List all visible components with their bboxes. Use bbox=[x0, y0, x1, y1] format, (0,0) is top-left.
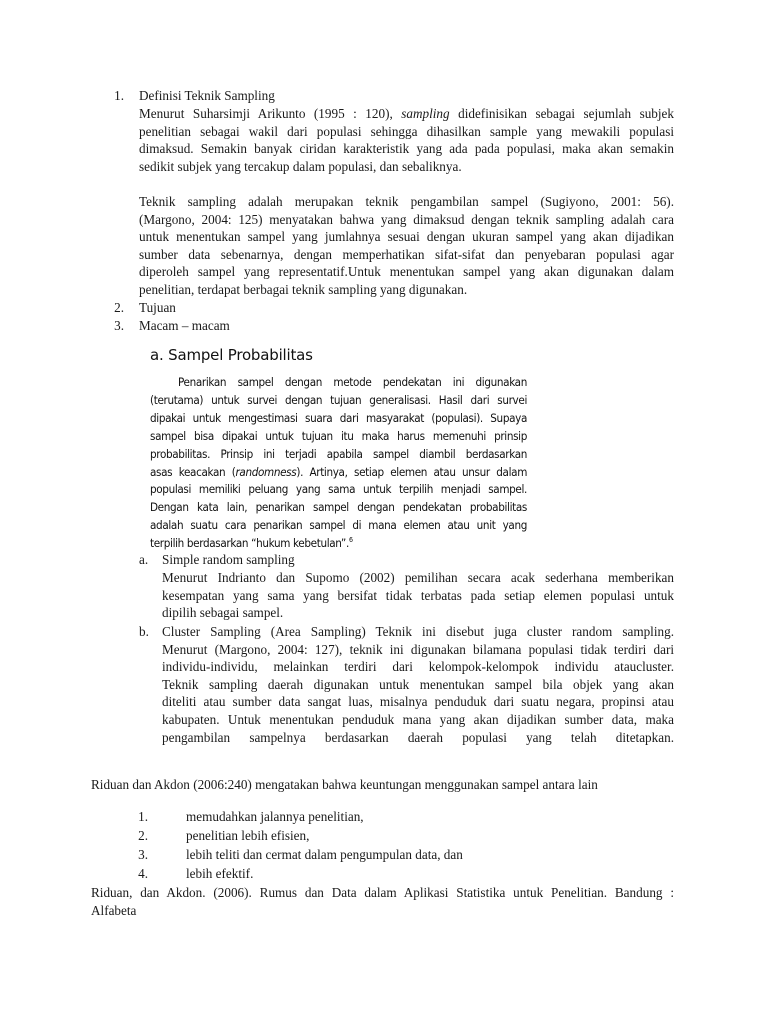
paragraph-line: sumber data sebenarnya, dengan memperhatikan sifat-sifat dan penyebaran populasi agar bbox=[139, 246, 674, 262]
list-number: 1. bbox=[138, 809, 148, 824]
scanned-excerpt bbox=[150, 374, 527, 553]
paragraph-line: dimaksud. Semakin banyak ciridan karakteristik yang ada pada populasi, maka akan semakin bbox=[139, 141, 674, 157]
scan-line: sampel bisa dipakai untuk tujuan itu maka harus memenuhi prinsip bbox=[150, 428, 527, 443]
paragraph-line: penelitian sebagai wakil dari populasi sehingga dihasilkan sample yang mewakili populasi bbox=[139, 123, 674, 139]
list-number: 1. bbox=[114, 88, 124, 103]
list-number: 3. bbox=[114, 318, 124, 333]
section-title: Tujuan bbox=[139, 300, 176, 315]
list-number: 3. bbox=[138, 847, 148, 862]
section-title: Macam – macam bbox=[139, 318, 230, 333]
paragraph-line: kabupaten. Untuk menentukan penduduk mana yang akan dijadikan sumber data, maka bbox=[162, 711, 674, 727]
footnote-marker: 6 bbox=[348, 536, 353, 545]
paragraph-line: Teknik sampling daerah digunakan untuk menentukan sampel bila objek yang akan bbox=[162, 676, 674, 692]
scan-line: Dengan kata lain, penarikan sampel dengan pendekatan probabilitas bbox=[150, 500, 527, 515]
list-number: 2. bbox=[138, 828, 148, 843]
scan-line: Penarikan sampel dengan metode pendekatan ini digunakan bbox=[178, 375, 527, 389]
list-number: 4. bbox=[138, 866, 148, 881]
reference-line: Riduan, dan Akdon. (2006). Rumus dan Data dalam Aplikasi Statistika untuk Penelitian. Bandung : bbox=[91, 885, 674, 900]
reference bbox=[91, 884, 674, 919]
section-title: Definisi Teknik Sampling bbox=[139, 88, 275, 103]
paragraph-line: individu-individu, melainkan terdiri dari kelompok-kelompok individu ataucluster. bbox=[162, 659, 674, 675]
scan-line: terpilih berdasarkan “hukum kebetulan”.$^6$ bbox=[150, 536, 353, 551]
paragraph-line: Teknik sampling adalah merupakan teknik pengambilan sampel (Sugiyono, 2001: 56). bbox=[139, 194, 674, 209]
scan-title: a. Sampel Probabilitas bbox=[150, 346, 313, 364]
scan-line: (terutama) untuk survei dengan tujuan generalisasi. Hasil dari survei bbox=[150, 392, 527, 407]
paragraph-line: diteliti atau sumber data sangat luas, misalnya penduduk dari suatu negara, propinsi atau bbox=[162, 694, 674, 710]
definition-paragraph bbox=[139, 105, 674, 175]
reference-line: Alfabeta bbox=[91, 902, 137, 918]
list-item: penelitian lebih efisien, bbox=[186, 828, 310, 843]
paragraph-line: diperoleh sampel yang representatif.Untuk menentukan sampel yang akan digunakan dalam bbox=[139, 264, 674, 280]
sublist-label: a. bbox=[139, 552, 149, 567]
paragraph-line: dipilih sebagai sampel. bbox=[162, 605, 284, 621]
paragraph-line: Menurut Suharsimji Arikunto (1995 : 120), sampling didefinisikan sebagai sejumlah subjek bbox=[139, 106, 674, 121]
paragraph-line: untuk menentukan sampel yang jumlahnya sesuai dengan ukuran sampel yang akan dijadikan bbox=[139, 229, 674, 245]
paragraph-line: Menurut Indrianto dan Supomo (2002) pemilihan secara acak sederhana memberikan bbox=[162, 570, 674, 585]
list-item: lebih teliti dan cermat dalam pengumpulan data, dan bbox=[186, 847, 463, 862]
sublist-label: b. bbox=[139, 624, 149, 639]
paragraph-line: sedikit subjek yang tercakup dalam populasi, dan sebaliknya. bbox=[139, 158, 462, 174]
cluster-sampling-paragraph bbox=[162, 623, 674, 746]
scan-line: probabilitas. Prinsip ini terjadi apabila sampel diambil berdasarkan bbox=[150, 446, 527, 461]
list-item: memudahkan jalannya penelitian, bbox=[186, 809, 364, 824]
list-item: lebih efektif. bbox=[186, 866, 254, 881]
simple-random-paragraph bbox=[162, 569, 674, 622]
paragraph-line: pengambilan sampelnya berdasarkan daerah populasi yang telah ditetapkan. bbox=[162, 729, 674, 745]
list-number: 2. bbox=[114, 300, 124, 315]
scan-line: dipakai untuk mengestimasi suara dari masyarakat (populasi). Supaya bbox=[150, 410, 527, 425]
paragraph-line: (Margono, 2004: 125) menyatakan bahwa yang dimaksud dengan teknik sampling adalah cara bbox=[139, 211, 674, 227]
sublist-title: Simple random sampling bbox=[162, 552, 295, 567]
paragraph-line: penelitian, terdapat berbagai teknik sampling yang digunakan. bbox=[139, 281, 468, 297]
paragraph-line: kesempatan yang sama yang bersifat tidak terbatas pada setiap elemen populasi untuk bbox=[162, 587, 674, 603]
paragraph-line: Cluster Sampling (Area Sampling) Teknik ini disebut juga cluster random sampling. bbox=[162, 624, 674, 639]
paragraph-line: Menurut (Margono, 2004: 127), teknik ini digunakan bilamana populasi tidak terdiri dari bbox=[162, 641, 674, 657]
scan-line: adalah suatu cara penarikan sampel di mana elemen atau unit yang bbox=[150, 518, 527, 533]
technique-paragraph bbox=[139, 193, 674, 299]
advantages-intro: Riduan dan Akdon (2006:240) mengatakan bahwa keuntungan menggunakan sampel antara lain bbox=[91, 777, 598, 792]
scan-line: populasi memiliki peluang yang sama untuk terpilih menjadi sampel. bbox=[150, 482, 527, 497]
scan-line: asas keacakan (randomness). Artinya, setiap elemen atau unsur dalam bbox=[150, 464, 527, 479]
